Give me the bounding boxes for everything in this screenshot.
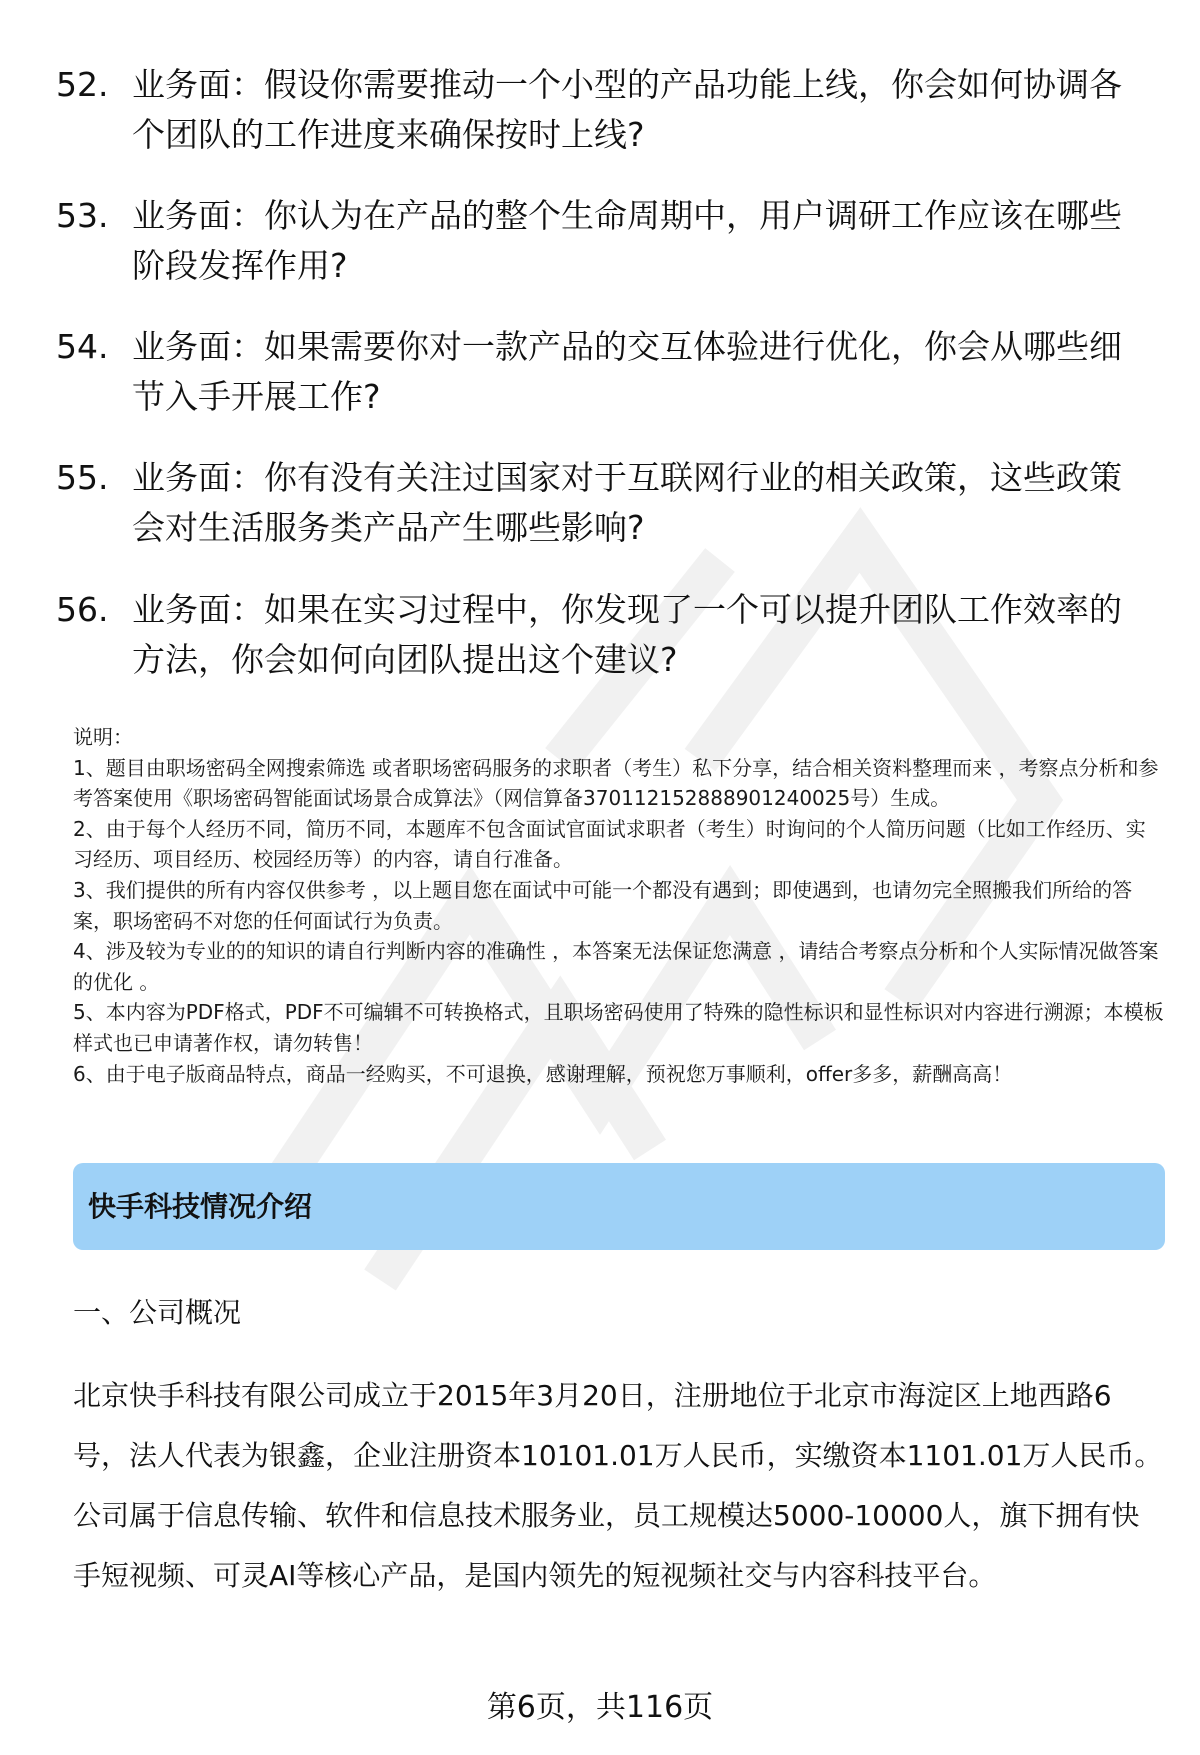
question-item-53 xyxy=(56,191,1146,291)
notes-heading: 说明： xyxy=(73,725,133,749)
question-item-55 xyxy=(56,453,1146,553)
question-number: 56. xyxy=(56,590,109,629)
question-number: 54. xyxy=(56,327,109,366)
page-number: 第6页，共116页 xyxy=(486,1690,714,1725)
note-item: 3、我们提供的所有内容仅供参考 ，以上题目您在面试中可能一个都没有遇到；即使遇到，也请勿完全照搬我们所给的答案，职场密码不对您的任何面试行为负责。 xyxy=(73,877,1133,933)
note-item: 1、题目由职场密码全网搜索筛选 或者职场密码服务的求职者（考生）私下分享，结合相关资料整理而来 ，考察点分析和参考答案使用《职场密码智能面试场景合成算法》（网信算备370112152888901240025号）生成。 xyxy=(73,755,1159,811)
section-header-box xyxy=(73,1163,1165,1250)
question-item-54 xyxy=(56,322,1146,422)
disclaimer-notes xyxy=(73,722,1165,1089)
note-item: 2、由于每个人经历不同，简历不同，本题库不包含面试官面试求职者（考生）时询问的个人简历问题（比如工作经历、实习经历、项目经历、校园经历等）的内容，请自行准备。 xyxy=(73,816,1146,872)
question-item-56 xyxy=(56,585,1146,685)
question-text: 业务面：如果需要你对一款产品的交互体验进行优化，你会从哪些细节入手开展工作? xyxy=(132,327,1122,416)
note-item: 6、由于电子版商品特点，商品一经购买，不可退换，感谢理解，预祝您万事顺利，offer多多，薪酬高高！ xyxy=(73,1061,1013,1086)
company-overview-paragraph: 北京快手科技有限公司成立于2015年3月20日，注册地位于北京市海淀区上地西路6号，法人代表为银鑫，企业注册资本10101.01万人民币，实缴资本1101.01万人民币。公司属于信息传输、软件和信息技术服务业，员工规模达5000-10000人，旗下拥有快手短视频、可灵AI等核心产品，是国内领先的短视频社交与内容科技平台。 xyxy=(73,1379,1163,1592)
question-item-52 xyxy=(56,60,1146,160)
section-title: 快手科技情况介绍 xyxy=(88,1190,313,1223)
note-item: 5、本内容为PDF格式，PDF不可编辑不可转换格式，且职场密码使用了特殊的隐性标识和显性标识对内容进行溯源；本模板样式也已申请著作权，请勿转售！ xyxy=(73,1000,1164,1055)
question-text: 业务面：你认为在产品的整个生命周期中，用户调研工作应该在哪些阶段发挥作用? xyxy=(132,196,1122,285)
question-number: 55. xyxy=(56,458,109,497)
question-text: 业务面：如果在实习过程中，你发现了一个可以提升团队工作效率的方法，你会如何向团队提出这个建议? xyxy=(132,590,1122,679)
question-text: 业务面：你有没有关注过国家对于互联网行业的相关政策，这些政策会对生活服务类产品产生哪些影响? xyxy=(132,458,1122,547)
subsection-heading: 一、公司概况 xyxy=(73,1296,242,1329)
question-number: 52. xyxy=(56,65,109,104)
note-item: 4、涉及较为专业的的知识的请自行判断内容的准确性 ，本答案无法保证您满意 ，请结合考察点分析和个人实际情况做答案的优化 。 xyxy=(73,939,1159,994)
question-number: 53. xyxy=(56,196,109,235)
question-text: 业务面：假设你需要推动一个小型的产品功能上线，你会如何协调各个团队的工作进度来确保按时上线? xyxy=(132,65,1122,154)
